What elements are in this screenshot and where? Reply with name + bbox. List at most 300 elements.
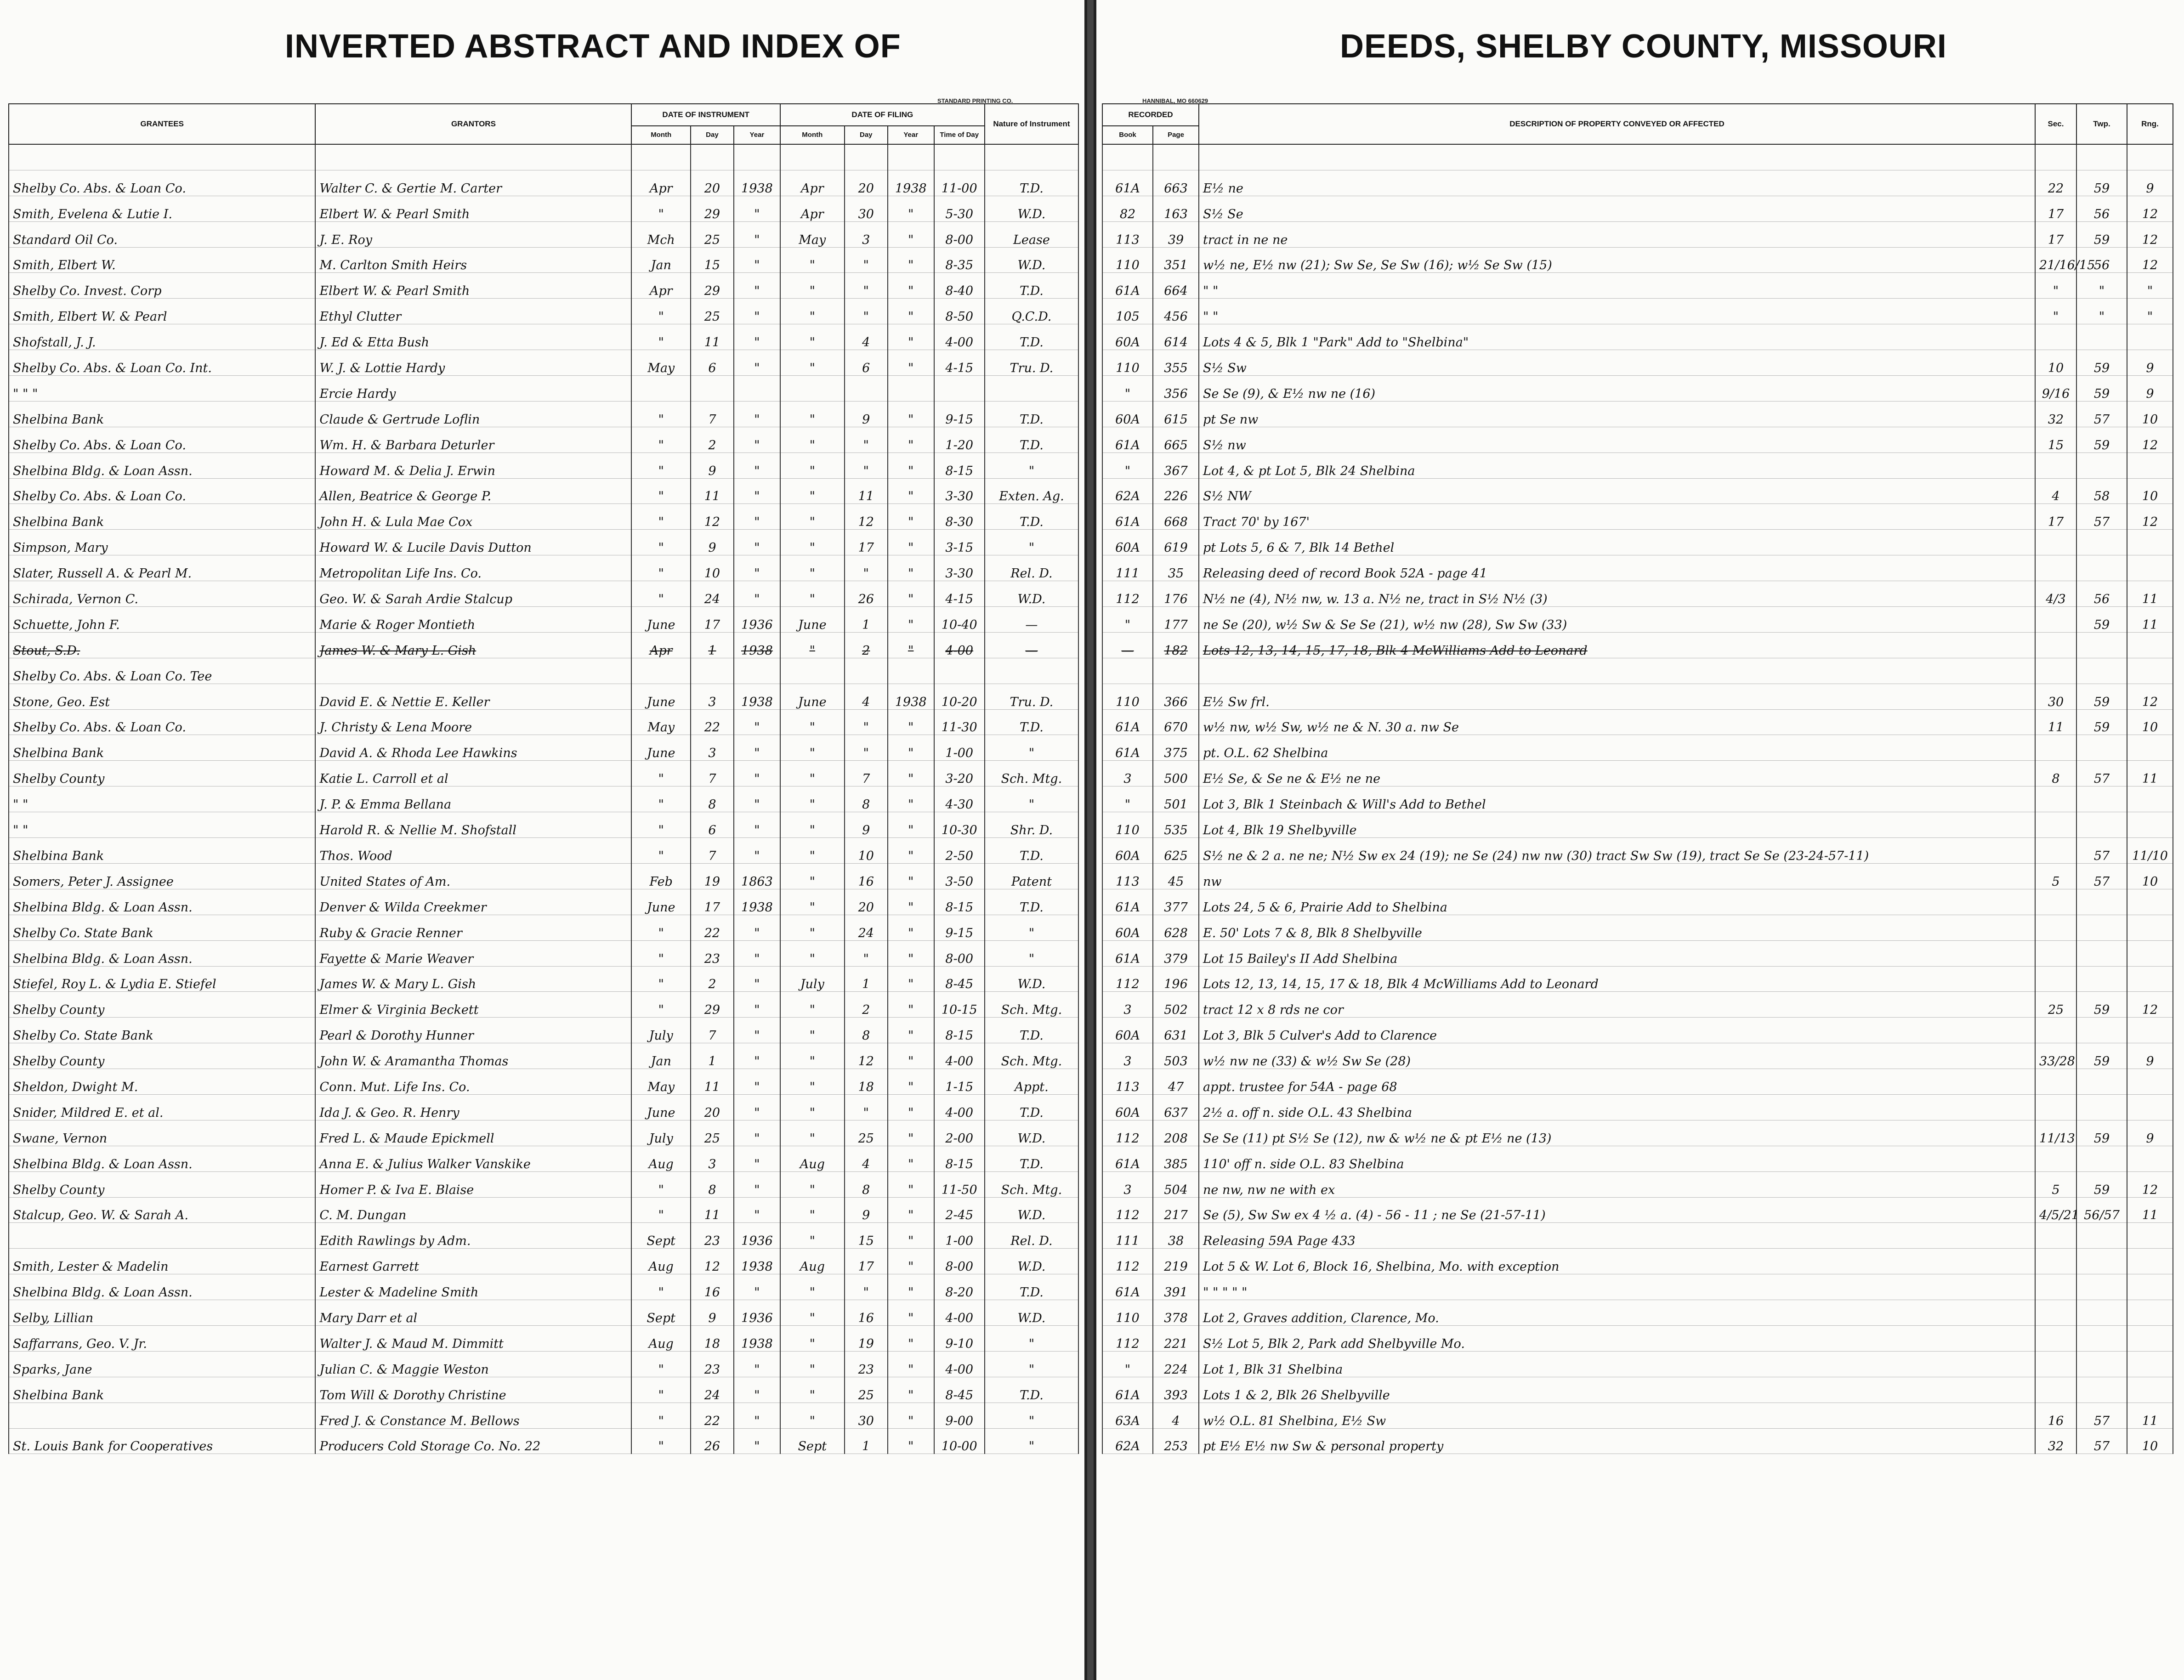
- filing-year-cell: ": [888, 427, 934, 453]
- sec-cell: [2035, 1300, 2076, 1326]
- instrument-year-cell: ": [734, 221, 780, 247]
- filing-month-cell: Apr: [780, 170, 845, 196]
- rng-cell: 10: [2127, 401, 2173, 427]
- grantor-cell: Elbert W. & Pearl Smith: [315, 273, 631, 299]
- page-number-cell: 177: [1153, 607, 1199, 633]
- page-number-cell: 176: [1153, 581, 1199, 607]
- instrument-month-cell: [631, 376, 690, 402]
- ledger-row-left: [9, 1120, 1078, 1146]
- description-cell: Lot 4, Blk 19 Shelbyville: [1199, 812, 2035, 838]
- nature-cell: ": [985, 1403, 1078, 1428]
- book-cell: 62A: [1102, 478, 1153, 504]
- instrument-year-cell: ": [734, 786, 780, 812]
- time-of-day-cell: 2-45: [934, 1197, 985, 1223]
- ledger-row-left: [9, 1018, 1078, 1043]
- rng-cell: [2127, 1094, 2173, 1120]
- sec-cell: 17: [2035, 221, 2076, 247]
- page-number-cell: 253: [1153, 1428, 1199, 1454]
- filing-month-cell: ": [780, 350, 845, 376]
- time-of-day-cell: 10-00: [934, 1428, 985, 1454]
- filing-year-cell: ": [888, 401, 934, 427]
- twp-cell: [2076, 966, 2127, 992]
- book-cell: 61A: [1102, 940, 1153, 966]
- ledger-row-right: [1102, 1351, 2173, 1377]
- page-number-cell: 196: [1153, 966, 1199, 992]
- twp-cell: [2076, 555, 2127, 581]
- instrument-year-cell: ": [734, 453, 780, 478]
- filing-day-cell: ": [845, 735, 888, 761]
- filing-day-cell: 3: [845, 221, 888, 247]
- rng-cell: [2127, 658, 2173, 684]
- instrument-month-cell: ": [631, 1428, 690, 1454]
- instrument-month-cell: ": [631, 1274, 690, 1300]
- ledger-row-left: [9, 735, 1078, 761]
- time-of-day-cell: 9-10: [934, 1325, 985, 1351]
- ledger-row-right: [1102, 170, 2173, 196]
- grantee-cell: Shelby Co. Abs. & Loan Co. Int.: [9, 350, 315, 376]
- ledger-row-left: [9, 658, 1078, 684]
- instrument-year-cell: ": [734, 1197, 780, 1223]
- filing-year-cell: ": [888, 1146, 934, 1171]
- ledger-row-right: [1102, 1274, 2173, 1300]
- right-ledger: [1102, 103, 2173, 1656]
- instrument-month-cell: Apr: [631, 632, 690, 658]
- twp-cell: [2076, 1223, 2127, 1249]
- ledger-row-right: [1102, 504, 2173, 530]
- instrument-year-cell: ": [734, 401, 780, 427]
- instrument-month-cell: Sept: [631, 1223, 690, 1249]
- rng-cell: 11/10: [2127, 838, 2173, 864]
- filing-day-cell: 4: [845, 684, 888, 709]
- grantor-cell: Anna E. & Julius Walker Vanskike: [315, 1146, 631, 1171]
- rng-cell: [2127, 940, 2173, 966]
- ledger-row-right: [1102, 632, 2173, 658]
- filing-day-cell: 20: [845, 889, 888, 915]
- instrument-year-cell: ": [734, 530, 780, 555]
- filing-day-cell: ": [845, 1094, 888, 1120]
- filing-day-cell: 12: [845, 1043, 888, 1069]
- time-of-day-cell: 1-00: [934, 1223, 985, 1249]
- instrument-month-cell: June: [631, 607, 690, 633]
- ledger-row-left: [9, 1403, 1078, 1428]
- ledger-row-left: [9, 427, 1078, 453]
- sec-cell: ": [2035, 273, 2076, 299]
- rng-cell: 10: [2127, 863, 2173, 889]
- nature-cell: T.D.: [985, 170, 1078, 196]
- twp-cell: [2076, 658, 2127, 684]
- filing-day-cell: 6: [845, 350, 888, 376]
- nature-cell: T.D.: [985, 324, 1078, 350]
- instrument-month-cell: ": [631, 812, 690, 838]
- ledger-row-left: [9, 1249, 1078, 1274]
- instrument-day-cell: 15: [691, 247, 734, 273]
- ledger-row-right: [1102, 453, 2173, 478]
- book-cell: 60A: [1102, 324, 1153, 350]
- instrument-month-cell: May: [631, 1069, 690, 1095]
- filing-month-cell: ": [780, 632, 845, 658]
- instrument-month-cell: June: [631, 1094, 690, 1120]
- ledger-row-right: [1102, 1403, 2173, 1428]
- instrument-day-cell: 12: [691, 1249, 734, 1274]
- instrument-month-cell: ": [631, 581, 690, 607]
- book-cell: 113: [1102, 1069, 1153, 1095]
- twp-cell: ": [2076, 273, 2127, 299]
- grantee-cell: Schirada, Vernon C.: [9, 581, 315, 607]
- filing-day-cell: 9: [845, 812, 888, 838]
- book-cell: ": [1102, 376, 1153, 402]
- filing-month-cell: ": [780, 1197, 845, 1223]
- grantee-cell: St. Louis Bank for Cooperatives: [9, 1428, 315, 1454]
- rng-cell: 12: [2127, 1171, 2173, 1197]
- description-cell: " ": [1199, 273, 2035, 299]
- instrument-day-cell: 22: [691, 915, 734, 940]
- ledger-row-right: [1102, 992, 2173, 1018]
- twp-cell: 59: [2076, 427, 2127, 453]
- grantee-cell: Shelbina Bldg. & Loan Assn.: [9, 1146, 315, 1171]
- ledger-row-left: [9, 709, 1078, 735]
- filing-day-cell: 7: [845, 761, 888, 786]
- grantee-cell: Shelby Co. Abs. & Loan Co.: [9, 170, 315, 196]
- ledger-row-left: [9, 1351, 1078, 1377]
- ledger-row-left: [9, 966, 1078, 992]
- sec-cell: [2035, 1146, 2076, 1171]
- twp-cell: [2076, 1325, 2127, 1351]
- grantor-cell: Howard M. & Delia J. Erwin: [315, 453, 631, 478]
- instrument-day-cell: 22: [691, 1403, 734, 1428]
- filing-year-cell: ": [888, 1120, 934, 1146]
- ledger-row-right: [1102, 196, 2173, 221]
- instrument-day-cell: 12: [691, 504, 734, 530]
- description-cell: 2½ a. off n. side O.L. 43 Shelbina: [1199, 1094, 2035, 1120]
- filing-month-cell: ": [780, 1300, 845, 1326]
- instrument-month-cell: ": [631, 196, 690, 221]
- instrument-day-cell: 7: [691, 401, 734, 427]
- filing-month-cell: July: [780, 966, 845, 992]
- twp-cell: [2076, 940, 2127, 966]
- time-of-day-cell: 8-45: [934, 1377, 985, 1403]
- ledger-row-left: [9, 1377, 1078, 1403]
- ledger-row-left: [9, 761, 1078, 786]
- instrument-month-cell: June: [631, 889, 690, 915]
- instrument-year-cell: 1936: [734, 1223, 780, 1249]
- instrument-month-cell: ": [631, 478, 690, 504]
- description-cell: Se Se (11) pt S½ Se (12), nw & w½ ne & pt E½ ne (13): [1199, 1120, 2035, 1146]
- instrument-day-cell: 17: [691, 607, 734, 633]
- instrument-year-cell: ": [734, 581, 780, 607]
- ledger-row-right: [1102, 1120, 2173, 1146]
- page-number-cell: 4: [1153, 1403, 1199, 1428]
- instrument-day-cell: 11: [691, 1069, 734, 1095]
- nature-cell: Sch. Mtg.: [985, 1171, 1078, 1197]
- filing-year-cell: 1938: [888, 684, 934, 709]
- grantee-cell: Swane, Vernon: [9, 1120, 315, 1146]
- instrument-day-cell: 9: [691, 1300, 734, 1326]
- ledger-row-right: [1102, 1197, 2173, 1223]
- ledger-row-right: [1102, 427, 2173, 453]
- grantee-cell: Smith, Elbert W.: [9, 247, 315, 273]
- time-of-day-cell: 4-00: [934, 1300, 985, 1326]
- filing-year-cell: ": [888, 889, 934, 915]
- page-number-cell: 182: [1153, 632, 1199, 658]
- time-of-day-cell: [934, 658, 985, 684]
- filing-year-cell: ": [888, 1351, 934, 1377]
- ledger-row-left: [9, 530, 1078, 555]
- sec-cell: [2035, 1069, 2076, 1095]
- filing-year-cell: ": [888, 607, 934, 633]
- instrument-month-cell: ": [631, 1171, 690, 1197]
- filing-month-cell: ": [780, 324, 845, 350]
- instrument-day-cell: 24: [691, 1377, 734, 1403]
- instrument-month-cell: Jan: [631, 1043, 690, 1069]
- page-number-cell: 637: [1153, 1094, 1199, 1120]
- ledger-row-left: [9, 1325, 1078, 1351]
- book-cell: 82: [1102, 196, 1153, 221]
- ledger-row-left: [9, 581, 1078, 607]
- nature-cell: ": [985, 1325, 1078, 1351]
- filing-year-cell: ": [888, 786, 934, 812]
- instrument-year-cell: 1938: [734, 1325, 780, 1351]
- filing-year-cell: ": [888, 1197, 934, 1223]
- sec-cell: 30: [2035, 684, 2076, 709]
- grantor-cell: Harold R. & Nellie M. Shofstall: [315, 812, 631, 838]
- rng-cell: [2127, 530, 2173, 555]
- filing-day-cell: 1: [845, 607, 888, 633]
- time-of-day-cell: 2-50: [934, 838, 985, 864]
- instrument-day-cell: 11: [691, 324, 734, 350]
- description-cell: Lots 4 & 5, Blk 1 "Park" Add to "Shelbina": [1199, 324, 2035, 350]
- instrument-month-cell: ": [631, 1403, 690, 1428]
- grantee-cell: Simpson, Mary: [9, 530, 315, 555]
- book-cell: 113: [1102, 221, 1153, 247]
- nature-cell: ": [985, 915, 1078, 940]
- filing-day-cell: 30: [845, 1403, 888, 1428]
- filing-day-cell: 9: [845, 401, 888, 427]
- ledger-row-right: [1102, 915, 2173, 940]
- grantee-cell: Shelby Co. State Bank: [9, 915, 315, 940]
- time-of-day-cell: 3-50: [934, 863, 985, 889]
- rng-cell: [2127, 632, 2173, 658]
- nature-cell: T.D.: [985, 838, 1078, 864]
- instrument-day-cell: 1: [691, 1043, 734, 1069]
- nature-cell: W.D.: [985, 196, 1078, 221]
- instrument-year-cell: ": [734, 966, 780, 992]
- nature-cell: ": [985, 1428, 1078, 1454]
- filing-day-cell: 17: [845, 1249, 888, 1274]
- nature-cell: Tru. D.: [985, 684, 1078, 709]
- filing-day-cell: ": [845, 247, 888, 273]
- grantor-cell: Ethyl Clutter: [315, 299, 631, 324]
- ledger-row-left: [9, 1428, 1078, 1454]
- instrument-day-cell: 23: [691, 940, 734, 966]
- nature-header: Nature of Instrument: [985, 104, 1078, 144]
- filing-year-cell: ": [888, 1377, 934, 1403]
- twp-cell: 57: [2076, 863, 2127, 889]
- description-cell: Se Se (9), & E½ nw ne (16): [1199, 376, 2035, 402]
- grantor-cell: C. M. Dungan: [315, 1197, 631, 1223]
- instrument-month-cell: Mch: [631, 221, 690, 247]
- page-number-cell: 503: [1153, 1043, 1199, 1069]
- filing-month-cell: ": [780, 427, 845, 453]
- page-number-cell: 625: [1153, 838, 1199, 864]
- time-of-day-cell: 4-15: [934, 350, 985, 376]
- grantee-cell: Sheldon, Dwight M.: [9, 1069, 315, 1095]
- grantor-cell: Katie L. Carroll et al: [315, 761, 631, 786]
- nature-cell: T.D.: [985, 1018, 1078, 1043]
- ledger-row-left: [9, 196, 1078, 221]
- grantee-cell: Selby, Lillian: [9, 1300, 315, 1326]
- sec-cell: 5: [2035, 863, 2076, 889]
- time-of-day-cell: 8-00: [934, 221, 985, 247]
- grantor-cell: Howard W. & Lucile Davis Dutton: [315, 530, 631, 555]
- rng-cell: 11: [2127, 1403, 2173, 1428]
- instrument-day-cell: 25: [691, 221, 734, 247]
- filing-year-cell: ": [888, 504, 934, 530]
- time-of-day-cell: 1-20: [934, 427, 985, 453]
- ledger-row-right: [1102, 761, 2173, 786]
- description-cell: Lot 15 Bailey's II Add Shelbina: [1199, 940, 2035, 966]
- page-number-cell: 208: [1153, 1120, 1199, 1146]
- book-cell: —: [1102, 632, 1153, 658]
- description-cell: ne Se (20), w½ Sw & Se Se (21), w½ nw (28), Sw Sw (33): [1199, 607, 2035, 633]
- instrument-year-cell: 1938: [734, 684, 780, 709]
- nature-cell: Q.C.D.: [985, 299, 1078, 324]
- ledger-row-left: [9, 786, 1078, 812]
- book-cell: 112: [1102, 1325, 1153, 1351]
- grantor-cell: Thos. Wood: [315, 838, 631, 864]
- instrument-year-cell: ": [734, 761, 780, 786]
- grantee-cell: Shelbina Bank: [9, 838, 315, 864]
- book-cell: ": [1102, 607, 1153, 633]
- grantor-cell: Metropolitan Life Ins. Co.: [315, 555, 631, 581]
- filing-month-cell: ": [780, 761, 845, 786]
- instrument-year-cell: ": [734, 940, 780, 966]
- grantee-cell: Schuette, John F.: [9, 607, 315, 633]
- grantor-cell: Conn. Mut. Life Ins. Co.: [315, 1069, 631, 1095]
- time-of-day-cell: 8-15: [934, 889, 985, 915]
- ledger-row-right: [1102, 812, 2173, 838]
- page-number-cell: 535: [1153, 812, 1199, 838]
- instrument-month-cell: May: [631, 709, 690, 735]
- grantors-header: GRANTORS: [315, 104, 631, 144]
- ledger-row-left: [9, 1094, 1078, 1120]
- page-number-cell: 501: [1153, 786, 1199, 812]
- book-cell: ": [1102, 1351, 1153, 1377]
- time-of-day-cell: 8-00: [934, 1249, 985, 1274]
- twp-cell: [2076, 915, 2127, 940]
- grantee-cell: Stone, Geo. Est: [9, 684, 315, 709]
- instrument-year-cell: ": [734, 350, 780, 376]
- description-cell: pt Se nw: [1199, 401, 2035, 427]
- grantee-cell: Shelbina Bank: [9, 504, 315, 530]
- page-number-cell: 366: [1153, 684, 1199, 709]
- instrument-year-cell: ": [734, 1351, 780, 1377]
- filing-year-cell: ": [888, 1043, 934, 1069]
- right-ledger-body: [1102, 170, 2173, 1454]
- twp-cell: 57: [2076, 1403, 2127, 1428]
- filing-day-cell: 16: [845, 1300, 888, 1326]
- twp-cell: [2076, 889, 2127, 915]
- filing-day-cell: 1: [845, 1428, 888, 1454]
- instrument-year-cell: ": [734, 1018, 780, 1043]
- nature-cell: Lease: [985, 221, 1078, 247]
- grantee-cell: Shelbina Bldg. & Loan Assn.: [9, 1274, 315, 1300]
- rng-cell: 12: [2127, 992, 2173, 1018]
- description-cell: S½ Se: [1199, 196, 2035, 221]
- filing-year-cell: ": [888, 273, 934, 299]
- page-number-cell: 614: [1153, 324, 1199, 350]
- description-cell: Lot 3, Blk 1 Steinbach & Will's Add to Bethel: [1199, 786, 2035, 812]
- nature-cell: W.D.: [985, 247, 1078, 273]
- nature-cell: T.D.: [985, 1146, 1078, 1171]
- instrument-month-cell: ": [631, 1377, 690, 1403]
- filing-day-cell: 18: [845, 1069, 888, 1095]
- filing-day-cell: 26: [845, 581, 888, 607]
- inst-month-header: Month: [631, 126, 690, 144]
- ledger-row-left: [9, 1274, 1078, 1300]
- grantee-cell: Shelby Co. Abs. & Loan Co.: [9, 709, 315, 735]
- nature-cell: Rel. D.: [985, 1223, 1078, 1249]
- grantor-cell: J. E. Roy: [315, 221, 631, 247]
- filing-month-cell: ": [780, 504, 845, 530]
- description-cell: S½ NW: [1199, 478, 2035, 504]
- instrument-month-cell: ": [631, 1351, 690, 1377]
- page-number-cell: 631: [1153, 1018, 1199, 1043]
- filing-month-cell: ": [780, 1223, 845, 1249]
- grantee-cell: Stout, S.D.: [9, 632, 315, 658]
- instrument-year-cell: 1936: [734, 1300, 780, 1326]
- book-cell: 112: [1102, 1120, 1153, 1146]
- filing-year-cell: ": [888, 1274, 934, 1300]
- filing-year-cell: ": [888, 555, 934, 581]
- grantor-cell: Walter J. & Maud M. Dimmitt: [315, 1325, 631, 1351]
- instrument-day-cell: 26: [691, 1428, 734, 1454]
- twp-cell: 57: [2076, 838, 2127, 864]
- instrument-year-cell: ": [734, 709, 780, 735]
- rng-cell: [2127, 1377, 2173, 1403]
- book-cell: [1102, 658, 1153, 684]
- filing-month-cell: ": [780, 838, 845, 864]
- nature-cell: T.D.: [985, 401, 1078, 427]
- filing-month-cell: ": [780, 915, 845, 940]
- filing-day-cell: 23: [845, 1351, 888, 1377]
- description-cell: pt E½ E½ nw Sw & personal property: [1199, 1428, 2035, 1454]
- filing-year-cell: ": [888, 1171, 934, 1197]
- nature-cell: Sch. Mtg.: [985, 1043, 1078, 1069]
- ledger-row-left: [9, 1069, 1078, 1095]
- book-cell: 111: [1102, 1223, 1153, 1249]
- page-number-cell: 355: [1153, 350, 1199, 376]
- twp-cell: [2076, 324, 2127, 350]
- time-of-day-header: Time of Day: [934, 126, 985, 144]
- ledger-row-right: [1102, 863, 2173, 889]
- sec-cell: [2035, 1094, 2076, 1120]
- book-cell: 3: [1102, 992, 1153, 1018]
- instrument-year-cell: ": [734, 1146, 780, 1171]
- page-number-cell: 35: [1153, 555, 1199, 581]
- rng-cell: 12: [2127, 684, 2173, 709]
- ledger-row-left: [9, 940, 1078, 966]
- filing-day-cell: 2: [845, 992, 888, 1018]
- book-cell: 105: [1102, 299, 1153, 324]
- instrument-month-cell: ": [631, 504, 690, 530]
- grantee-cell: Shelby Co. State Bank: [9, 1018, 315, 1043]
- grantor-cell: David E. & Nettie E. Keller: [315, 684, 631, 709]
- grantor-cell: Tom Will & Dorothy Christine: [315, 1377, 631, 1403]
- instrument-day-cell: [691, 376, 734, 402]
- instrument-month-cell: ": [631, 992, 690, 1018]
- inst-day-header: Day: [691, 126, 734, 144]
- twp-cell: [2076, 1300, 2127, 1326]
